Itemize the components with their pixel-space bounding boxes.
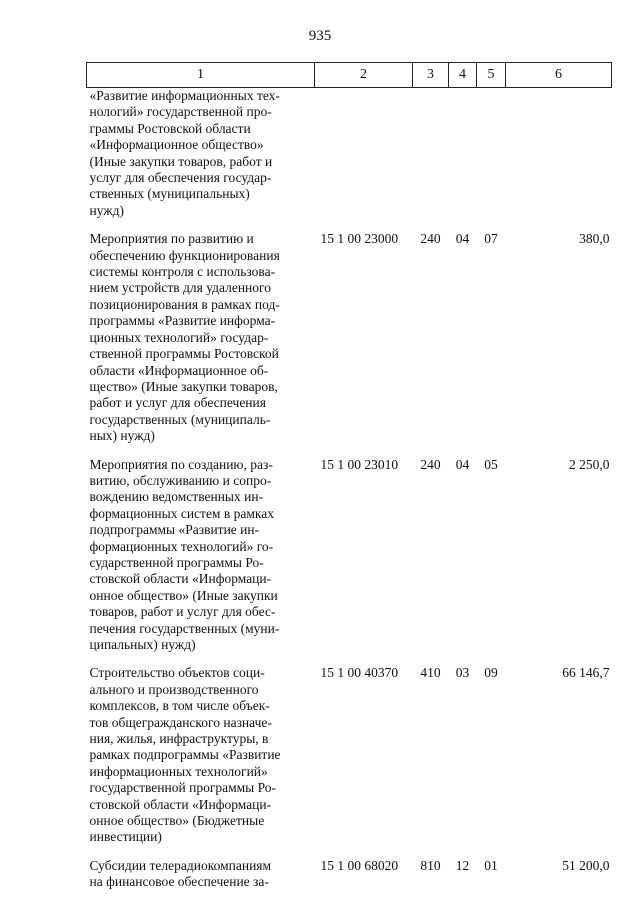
row-description bbox=[87, 88, 315, 232]
row-expense-type: 240 bbox=[420, 231, 441, 247]
header-cell-2: 2 bbox=[315, 63, 413, 88]
description-line: ционных технологий» государ- bbox=[89, 329, 269, 345]
row-expense-type: 410 bbox=[420, 665, 441, 681]
description-line: Строительство объектов соци- bbox=[89, 665, 265, 681]
description-line: формационных технологий» го- bbox=[89, 538, 274, 554]
description-line: щество» (Иные закупки товаров, bbox=[89, 378, 278, 394]
description-line: на финансовое обеспечение за- bbox=[89, 874, 269, 890]
row-subsection bbox=[477, 88, 506, 232]
description-line: витию, обслуживанию и сопро- bbox=[89, 472, 272, 488]
description-line: сударственной программы Ро- bbox=[89, 554, 264, 570]
row-amount: 51 200,0 bbox=[562, 857, 610, 873]
description-line: «Развитие информационных тех- bbox=[89, 88, 280, 103]
row-amount: 380,0 bbox=[579, 231, 610, 247]
description-line: онное общество» (Иные закупки bbox=[89, 587, 278, 603]
row-section: 03 bbox=[455, 665, 470, 681]
row-code: 15 1 00 40370 bbox=[320, 665, 399, 681]
row-amount: 2 250,0 bbox=[569, 456, 610, 472]
description-line: позиционирования в рамках под- bbox=[89, 296, 280, 312]
row-code: 15 1 00 68020 bbox=[320, 857, 399, 873]
row-section: 04 bbox=[455, 456, 470, 472]
description-line: подпрограммы «Развитие ин- bbox=[89, 522, 260, 538]
row-description bbox=[87, 665, 315, 857]
description-line: государственной программы Ро- bbox=[89, 780, 277, 796]
description-line: работ и услуг для обеспечения bbox=[89, 395, 266, 411]
header-cell-6: 6 bbox=[506, 63, 612, 88]
description-line: ных) нужд) bbox=[89, 428, 155, 444]
row-code: 15 1 00 23000 bbox=[320, 231, 399, 247]
description-line: системы контроля с использова- bbox=[89, 264, 276, 280]
description-line: Субсидии телерадиокомпаниям bbox=[89, 857, 272, 873]
row-code bbox=[315, 88, 413, 232]
row-description bbox=[87, 457, 315, 666]
description-line: нужд) bbox=[89, 202, 124, 218]
description-line: Мероприятия по созданию, раз- bbox=[89, 456, 273, 472]
table-row bbox=[87, 457, 612, 666]
description-line: вождению ведомственных ин- bbox=[89, 489, 264, 505]
description-line: формационных систем в рамках bbox=[89, 505, 274, 521]
description-line: государственных (муниципаль- bbox=[89, 411, 271, 427]
description-line: товаров, работ и услуг для обес- bbox=[89, 604, 276, 620]
description-line: печения государственных (муни- bbox=[89, 620, 280, 636]
header-cell-5: 5 bbox=[477, 63, 506, 88]
header-cell-4: 4 bbox=[449, 63, 477, 88]
description-line: онное общество» (Бюджетные bbox=[89, 813, 265, 829]
description-line: инвестиции) bbox=[89, 829, 162, 845]
row-subsection: 05 bbox=[484, 456, 498, 472]
description-line: нием устройств для удаленного bbox=[89, 280, 271, 296]
description-line: программы «Развитие информа- bbox=[89, 313, 276, 329]
row-expense-type: 240 bbox=[420, 456, 441, 472]
description-line: комплексов, в том числе объек- bbox=[89, 698, 270, 714]
description-line: «Информационное общество» bbox=[89, 137, 264, 153]
page-number: 935 bbox=[308, 28, 332, 44]
description-line: стовской области «Информаци- bbox=[89, 571, 272, 587]
description-line: ния, жилья, инфраструктуры, в bbox=[89, 731, 269, 747]
description-line: Мероприятия по развитию и bbox=[89, 231, 254, 247]
description-line: стовской области «Информаци- bbox=[89, 796, 272, 812]
description-line: (Иные закупки товаров, работ и bbox=[89, 153, 273, 169]
row-amount bbox=[506, 88, 612, 232]
description-line: ального и производственного bbox=[89, 681, 259, 697]
description-line: нологий» государственной про- bbox=[89, 104, 272, 120]
header-row bbox=[87, 63, 612, 88]
row-code: 15 1 00 23010 bbox=[320, 456, 399, 472]
row-expense-type: 810 bbox=[420, 857, 441, 873]
row-subsection: 09 bbox=[484, 665, 498, 681]
table-row bbox=[87, 231, 612, 456]
description-line: ципальных) нужд) bbox=[89, 637, 196, 652]
description-line: обеспечению функционирования bbox=[89, 247, 280, 263]
description-line: тов общегражданского назначе- bbox=[89, 714, 272, 730]
description-line: ственных (муниципальных) bbox=[89, 186, 250, 202]
description-line: области «Информационное об- bbox=[89, 362, 269, 378]
row-section: 12 bbox=[455, 857, 470, 873]
table-row bbox=[87, 858, 612, 891]
description-line: информационных технологий» bbox=[89, 763, 268, 779]
row-description bbox=[87, 231, 315, 456]
description-line: услуг для обеспечения государ- bbox=[89, 170, 272, 186]
budget-table bbox=[86, 62, 612, 891]
table-row bbox=[87, 665, 612, 857]
description-line: рамках подпрограммы «Развитие bbox=[89, 747, 281, 763]
row-subsection: 01 bbox=[484, 857, 498, 873]
table-row bbox=[87, 88, 612, 232]
row-section bbox=[449, 88, 477, 232]
row-amount: 66 146,7 bbox=[562, 665, 610, 681]
header-cell-1: 1 bbox=[87, 63, 315, 88]
header-cell-3: 3 bbox=[413, 63, 449, 88]
row-section: 04 bbox=[455, 231, 470, 247]
description-line: граммы Ростовской области bbox=[89, 120, 251, 136]
row-subsection: 07 bbox=[484, 231, 498, 247]
description-line: ственной программы Ростовской bbox=[89, 346, 279, 362]
row-description bbox=[87, 858, 315, 891]
row-expense-type bbox=[413, 88, 449, 232]
